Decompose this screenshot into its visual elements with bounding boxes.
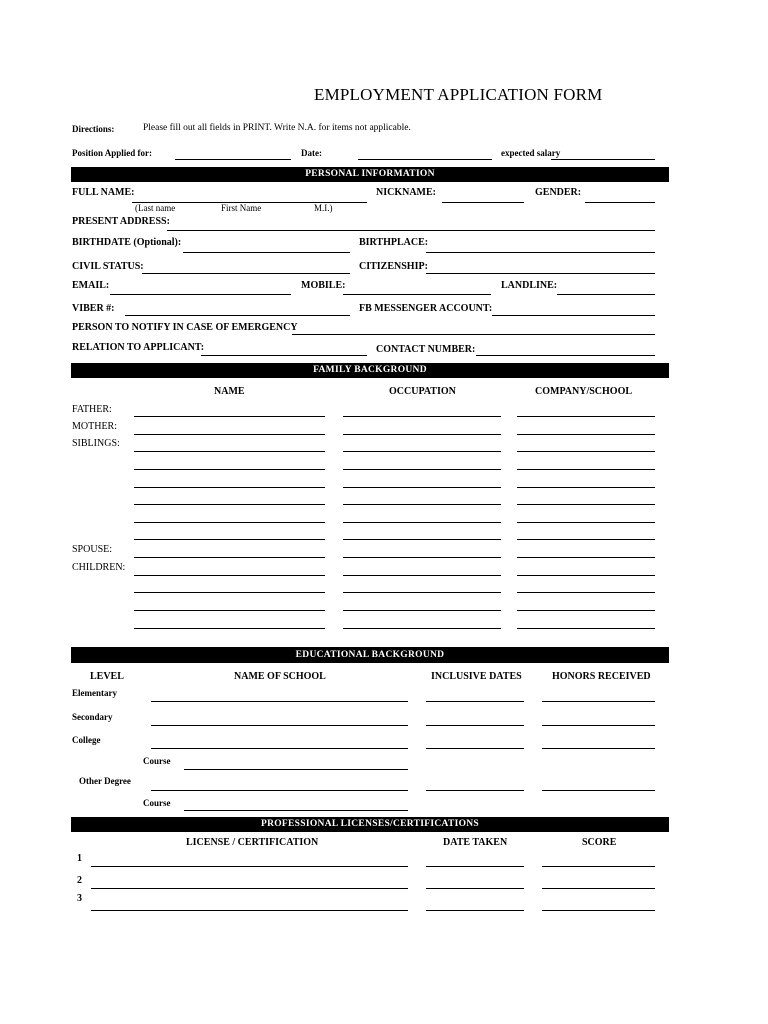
position-field[interactable] [175,159,291,160]
education-header: EDUCATIONAL BACKGROUND [71,647,669,663]
other-course-field[interactable] [184,810,408,811]
family-company-field[interactable] [517,592,655,593]
family-name-field[interactable] [134,504,325,505]
gender-label: GENDER: [535,187,582,198]
civil-status-label: CIVIL STATUS: [72,261,144,272]
family-company-field[interactable] [517,575,655,576]
family-occupation-field[interactable] [343,557,501,558]
children-label: CHILDREN: [72,562,126,573]
relation-field[interactable] [201,355,367,356]
family-col-company: COMPANY/SCHOOL [535,386,633,397]
college-honors-field[interactable] [542,748,655,749]
family-occupation-field[interactable] [343,522,501,523]
family-company-field[interactable] [517,628,655,629]
nickname-field[interactable] [442,202,524,203]
college-school-field[interactable] [151,748,408,749]
family-occupation-field[interactable] [343,504,501,505]
viber-field[interactable] [125,315,350,316]
license-col-score: SCORE [582,837,617,848]
license-col-date: DATE TAKEN [443,837,508,848]
secondary-label: Secondary [72,712,113,722]
college-label: College [72,735,101,745]
family-col-name: NAME [214,386,245,397]
family-name-field[interactable] [134,487,325,488]
secondary-honors-field[interactable] [542,725,655,726]
family-occupation-field[interactable] [343,592,501,593]
family-company-field[interactable] [517,610,655,611]
siblings-label: SIBLINGS: [72,438,120,449]
position-label: Position Applied for: [72,148,153,158]
landline-label: LANDLINE: [501,280,558,291]
license-row-number: 3 [77,893,82,904]
mobile-label: MOBILE: [301,280,346,291]
date-field[interactable] [358,159,492,160]
date-label: Date: [301,148,322,158]
license-1-field[interactable] [91,866,408,867]
salary-label: expected salary [501,148,561,158]
other-degree-dates-field[interactable] [426,790,524,791]
nickname-label: NICKNAME: [376,187,436,198]
family-occupation-field[interactable] [343,539,501,540]
birthdate-label: BIRTHDATE (Optional): [72,237,182,248]
family-company-field[interactable] [517,539,655,540]
license-row-number: 1 [77,853,82,864]
family-name-field[interactable] [134,539,325,540]
family-name-field[interactable] [134,416,325,417]
family-occupation-field[interactable] [343,416,501,417]
civil-status-field[interactable] [142,273,350,274]
elementary-school-field[interactable] [151,701,408,702]
other-degree-school-field[interactable] [151,790,408,791]
family-company-field[interactable] [517,451,655,452]
license-3-field[interactable] [91,910,408,911]
license-col-name: LICENSE / CERTIFICATION [186,837,319,848]
college-course-field[interactable] [184,769,408,770]
family-name-field[interactable] [134,592,325,593]
viber-label: VIBER #: [72,303,115,314]
license-2-score-field[interactable] [542,888,655,889]
family-company-field[interactable] [517,416,655,417]
license-1-score-field[interactable] [542,866,655,867]
family-company-field[interactable] [517,504,655,505]
licenses-header: PROFESSIONAL LICENSES/CERTIFICATIONS [71,817,669,832]
license-2-field[interactable] [91,888,408,889]
family-name-field[interactable] [134,434,325,435]
family-name-field[interactable] [134,557,325,558]
secondary-dates-field[interactable] [426,725,524,726]
last-name-hint: (Last name [135,203,176,213]
birthplace-field[interactable] [426,252,655,253]
emergency-label: PERSON TO NOTIFY IN CASE OF EMERGENCY [72,322,298,333]
family-company-field[interactable] [517,522,655,523]
email-field[interactable] [110,294,291,295]
directions-text: Please fill out all fields in PRINT. Write N.A. for items not applicable. [143,123,411,133]
emergency-field[interactable] [292,334,655,335]
salary-field[interactable] [551,159,655,160]
family-company-field[interactable] [517,557,655,558]
elementary-honors-field[interactable] [542,701,655,702]
elementary-dates-field[interactable] [426,701,524,702]
contact-number-label: CONTACT NUMBER: [376,344,476,355]
family-name-field[interactable] [134,610,325,611]
other-course-label: Course [143,798,171,808]
family-occupation-field[interactable] [343,487,501,488]
family-col-occupation: OCCUPATION [389,386,456,397]
gender-field[interactable] [585,202,655,203]
edu-col-school: NAME OF SCHOOL [234,671,326,682]
form-title: EMPLOYMENT APPLICATION FORM [314,85,603,104]
family-background-header: FAMILY BACKGROUND [71,363,669,378]
mother-label: MOTHER: [72,421,117,432]
college-course-label: Course [143,756,171,766]
family-occupation-field[interactable] [343,451,501,452]
first-name-hint: First Name [221,203,262,213]
edu-col-honors: HONORS RECEIVED [552,671,651,682]
license-2-date-field[interactable] [426,888,524,889]
license-3-date-field[interactable] [426,910,524,911]
father-label: FATHER: [72,404,112,415]
email-label: EMAIL: [72,280,110,291]
family-name-field[interactable] [134,575,325,576]
landline-field[interactable] [557,294,655,295]
birthplace-label: BIRTHPLACE: [359,237,429,248]
other-degree-label: Other Degree [79,776,131,786]
spouse-label: SPOUSE: [72,544,113,555]
license-3-score-field[interactable] [542,910,655,911]
relation-label: RELATION TO APPLICANT: [72,342,205,353]
fb-messenger-field[interactable] [492,315,655,316]
family-occupation-field[interactable] [343,469,501,470]
contact-number-field[interactable] [476,355,655,356]
full-name-label: FULL NAME: [72,187,135,198]
citizenship-field[interactable] [426,273,655,274]
family-company-field[interactable] [517,469,655,470]
edu-col-dates: INCLUSIVE DATES [431,671,522,682]
citizenship-label: CITIZENSHIP: [359,261,428,272]
family-company-field[interactable] [517,434,655,435]
other-degree-honors-field[interactable] [542,790,655,791]
personal-info-header: PERSONAL INFORMATION [71,167,669,182]
license-row-number: 2 [77,875,82,886]
birthdate-field[interactable] [183,252,350,253]
license-1-date-field[interactable] [426,866,524,867]
family-name-field[interactable] [134,628,325,629]
family-name-field[interactable] [134,451,325,452]
fb-messenger-label: FB MESSENGER ACCOUNT: [359,303,493,314]
elementary-label: Elementary [72,688,117,698]
family-name-field[interactable] [134,469,325,470]
mobile-field[interactable] [343,294,491,295]
family-occupation-field[interactable] [343,628,501,629]
family-occupation-field[interactable] [343,434,501,435]
present-address-label: PRESENT ADDRESS: [72,216,170,227]
mi-hint: M.I.) [314,203,333,213]
edu-col-level: LEVEL [90,671,124,682]
college-dates-field[interactable] [426,748,524,749]
family-occupation-field[interactable] [343,575,501,576]
family-company-field[interactable] [517,487,655,488]
directions-label: Directions: [72,124,115,134]
family-name-field[interactable] [134,522,325,523]
secondary-school-field[interactable] [151,725,408,726]
present-address-field[interactable] [167,230,655,231]
family-occupation-field[interactable] [343,610,501,611]
